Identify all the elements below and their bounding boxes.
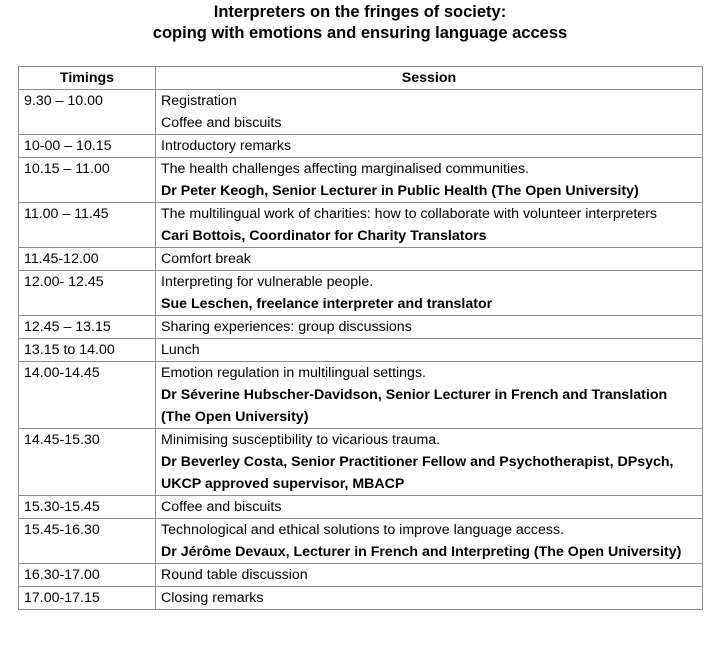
- timing-cell: 9.30 – 10.00: [19, 90, 156, 135]
- session-cell: [156, 248, 703, 271]
- table-row: [19, 362, 703, 429]
- timing-cell: 11.00 – 11.45: [19, 203, 156, 248]
- speaker-name: Cari Bottois, Coordinator for Charity Translators: [161, 228, 487, 244]
- schedule-body: [19, 90, 703, 610]
- timing-cell: 13.15 to 14.00: [19, 339, 156, 362]
- timings-header: Timings: [19, 67, 156, 90]
- table-row: [19, 135, 703, 158]
- session-cell: [156, 90, 703, 135]
- table-header-row: [19, 67, 703, 90]
- session-cell: [156, 203, 703, 248]
- table-row: [19, 248, 703, 271]
- session-cell: [156, 316, 703, 339]
- title-line-2: coping with emotions and ensuring language access: [152, 24, 568, 42]
- table-row: [19, 316, 703, 339]
- session-title: Interpreting for vulnerable people.: [161, 274, 374, 290]
- timing-cell: 10.15 – 11.00: [19, 158, 156, 203]
- table-row: [19, 203, 703, 248]
- timing-cell: 17.00-17.15: [19, 587, 156, 610]
- table-row: [19, 90, 703, 135]
- timing-cell: 12.00- 12.45: [19, 271, 156, 316]
- session-title: Comfort break: [161, 251, 251, 267]
- table-row: [19, 496, 703, 519]
- timing-cell: 12.45 – 13.15: [19, 316, 156, 339]
- session-title: Coffee and biscuits: [161, 115, 282, 131]
- session-title: The health challenges affecting marginalised communities.: [161, 161, 530, 177]
- session-cell: [156, 158, 703, 203]
- table-row: [19, 271, 703, 316]
- table-row: [19, 519, 703, 564]
- session-cell: [156, 135, 703, 158]
- session-title: Round table discussion: [161, 567, 308, 583]
- timing-cell: 11.45-12.00: [19, 248, 156, 271]
- table-row: [19, 587, 703, 610]
- speaker-name: Sue Leschen, freelance interpreter and translator: [161, 296, 493, 312]
- session-title: Sharing experiences: group discussions: [161, 319, 412, 335]
- timing-cell: 15.30-15.45: [19, 496, 156, 519]
- session-title: Introductory remarks: [161, 138, 292, 154]
- session-title: Technological and ethical solutions to improve language access.: [161, 522, 565, 538]
- session-header: Session: [156, 67, 703, 90]
- table-row: [19, 339, 703, 362]
- table-row: [19, 429, 703, 496]
- timing-cell: 14.00-14.45: [19, 362, 156, 429]
- session-title: The multilingual work of charities: how to collaborate with volunteer interpreters: [161, 206, 658, 222]
- table-row: [19, 158, 703, 203]
- timing-cell: 15.45-16.30: [19, 519, 156, 564]
- session-title: Minimising susceptibility to vicarious trauma.: [161, 432, 441, 448]
- session-cell: [156, 519, 703, 564]
- session-cell: [156, 362, 703, 429]
- title-line-1: Interpreters on the fringes of society:: [213, 3, 507, 21]
- speaker-name: Dr Peter Keogh, Senior Lecturer in Public Health (The Open University): [161, 183, 639, 199]
- session-cell: [156, 271, 703, 316]
- timing-cell: 14.45-15.30: [19, 429, 156, 496]
- session-title: Coffee and biscuits: [161, 499, 282, 515]
- session-title: Closing remarks: [161, 590, 264, 606]
- document-title: [0, 2, 720, 44]
- speaker-name: Dr Beverley Costa, Senior Practitioner Fellow and Psychotherapist, DPsych, UKCP approved supervisor, MBACP: [161, 454, 674, 492]
- session-cell: [156, 587, 703, 610]
- session-title: Emotion regulation in multilingual settings.: [161, 365, 426, 381]
- session-cell: [156, 429, 703, 496]
- session-title: Lunch: [161, 342, 200, 358]
- session-cell: [156, 339, 703, 362]
- session-cell: [156, 496, 703, 519]
- session-cell: [156, 564, 703, 587]
- schedule-table: [18, 66, 703, 610]
- speaker-name: Dr Jérôme Devaux, Lecturer in French and Interpreting (The Open University): [161, 544, 682, 560]
- table-row: [19, 564, 703, 587]
- speaker-name: Dr Séverine Hubscher-Davidson, Senior Lecturer in French and Translation (The Open University): [161, 387, 668, 425]
- timing-cell: 16.30-17.00: [19, 564, 156, 587]
- timing-cell: 10-00 – 10.15: [19, 135, 156, 158]
- session-title: Registration: [161, 93, 237, 109]
